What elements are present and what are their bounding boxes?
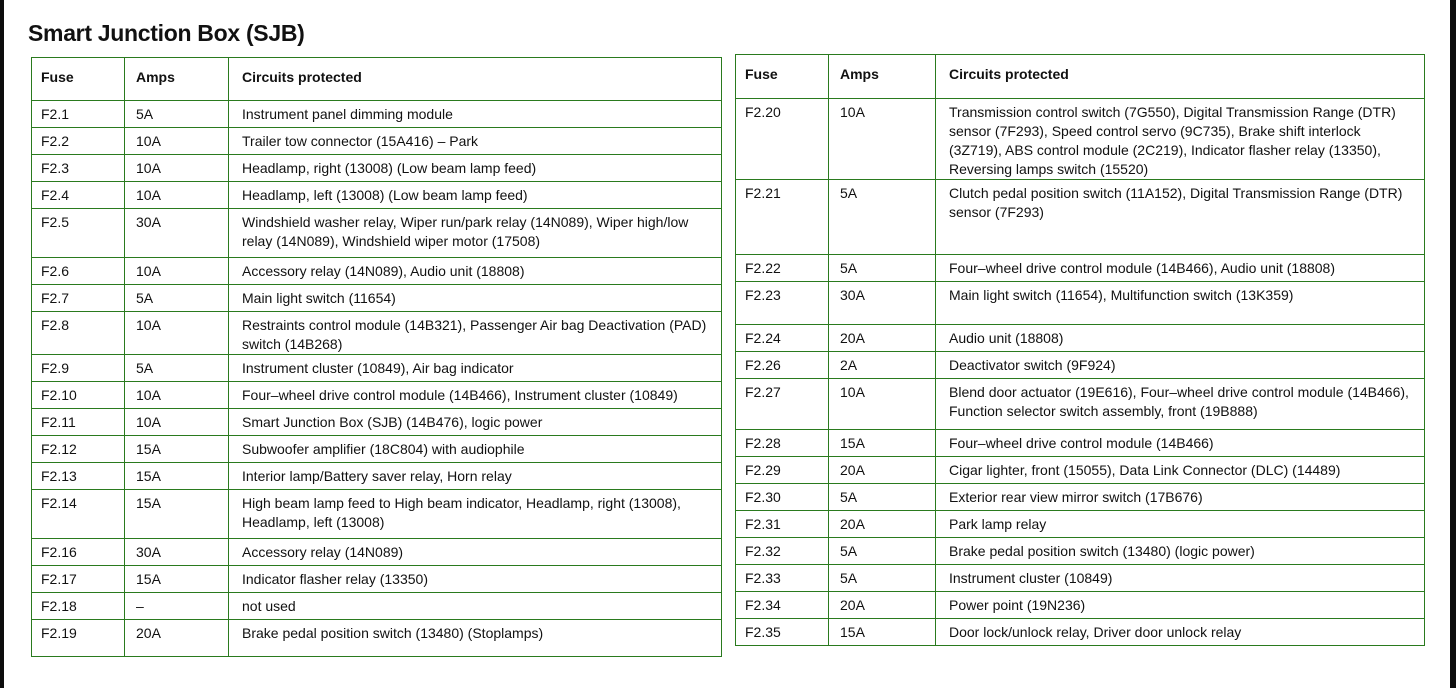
circuit-cell: Power point (19N236) [936, 592, 1425, 619]
fuse-cell: F2.21 [736, 180, 829, 255]
table-row [32, 355, 722, 382]
table-header-row [32, 58, 722, 101]
circuit-cell: Interior lamp/Battery saver relay, Horn relay [229, 463, 722, 490]
circuit-cell: Instrument cluster (10849), Air bag indicator [229, 355, 722, 382]
fuse-cell: F2.26 [736, 352, 829, 379]
circuit-cell: Brake pedal position switch (13480) (Stoplamps) [229, 620, 722, 657]
fuse-cell: F2.14 [32, 490, 125, 539]
fuse-cell: F2.22 [736, 255, 829, 282]
fuse-cell: F2.7 [32, 285, 125, 312]
amps-cell: 10A [829, 99, 936, 180]
header-amps: Amps [125, 58, 229, 101]
fuse-cell: F2.30 [736, 484, 829, 511]
table-row [736, 99, 1425, 180]
table-row [32, 539, 722, 566]
fuse-cell: F2.1 [32, 101, 125, 128]
circuit-cell: High beam lamp feed to High beam indicator, Headlamp, right (13008), Headlamp, left (13008) [229, 490, 722, 539]
circuit-cell: Audio unit (18808) [936, 325, 1425, 352]
table-row [32, 285, 722, 312]
header-fuse: Fuse [736, 55, 829, 99]
amps-cell: 5A [829, 565, 936, 592]
table-row [32, 209, 722, 258]
amps-cell: 5A [829, 538, 936, 565]
amps-cell: 20A [829, 325, 936, 352]
amps-cell: 30A [125, 539, 229, 566]
amps-cell: – [125, 593, 229, 620]
fuse-table-left [31, 57, 722, 657]
table-row [736, 430, 1425, 457]
table-row [736, 484, 1425, 511]
amps-cell: 15A [829, 430, 936, 457]
fuse-table-left-body [32, 101, 722, 657]
amps-cell: 5A [829, 484, 936, 511]
amps-cell: 20A [125, 620, 229, 657]
circuit-cell: Park lamp relay [936, 511, 1425, 538]
header-circuits: Circuits protected [936, 55, 1425, 99]
amps-cell: 5A [829, 255, 936, 282]
circuit-cell: Headlamp, right (13008) (Low beam lamp feed) [229, 155, 722, 182]
circuit-cell: Brake pedal position switch (13480) (logic power) [936, 538, 1425, 565]
amps-cell: 10A [829, 379, 936, 430]
table-row [736, 379, 1425, 430]
table-row [32, 101, 722, 128]
amps-cell: 20A [829, 511, 936, 538]
amps-cell: 10A [125, 409, 229, 436]
amps-cell: 15A [829, 619, 936, 646]
circuit-cell: Four–wheel drive control module (14B466), Audio unit (18808) [936, 255, 1425, 282]
table-row [736, 352, 1425, 379]
table-row [32, 593, 722, 620]
fuse-cell: F2.10 [32, 382, 125, 409]
fuse-table-right-body [736, 99, 1425, 646]
circuit-cell: Clutch pedal position switch (11A152), Digital Transmission Range (DTR) sensor (7F293) [936, 180, 1425, 255]
fuse-cell: F2.29 [736, 457, 829, 484]
table-row [736, 282, 1425, 325]
fuse-cell: F2.12 [32, 436, 125, 463]
circuit-cell: Four–wheel drive control module (14B466), Instrument cluster (10849) [229, 382, 722, 409]
amps-cell: 20A [829, 457, 936, 484]
table-row [32, 382, 722, 409]
table-row [736, 592, 1425, 619]
circuit-cell: Blend door actuator (19E616), Four–wheel drive control module (14B466), Function selector switch assembly, front (19B888) [936, 379, 1425, 430]
circuit-cell: Indicator flasher relay (13350) [229, 566, 722, 593]
table-row [32, 566, 722, 593]
circuit-cell: Main light switch (11654), Multifunction switch (13K359) [936, 282, 1425, 325]
circuit-cell: Accessory relay (14N089) [229, 539, 722, 566]
circuit-cell: Subwoofer amplifier (18C804) with audiophile [229, 436, 722, 463]
circuit-cell: Four–wheel drive control module (14B466) [936, 430, 1425, 457]
scan-edge-right [1450, 0, 1456, 688]
fuse-cell: F2.18 [32, 593, 125, 620]
amps-cell: 15A [125, 566, 229, 593]
circuit-cell: Instrument cluster (10849) [936, 565, 1425, 592]
amps-cell: 15A [125, 490, 229, 539]
table-row [32, 128, 722, 155]
amps-cell: 15A [125, 436, 229, 463]
table-row [736, 511, 1425, 538]
fuse-cell: F2.3 [32, 155, 125, 182]
fuse-cell: F2.6 [32, 258, 125, 285]
fuse-cell: F2.13 [32, 463, 125, 490]
table-row [32, 463, 722, 490]
circuit-cell: Main light switch (11654) [229, 285, 722, 312]
fuse-cell: F2.32 [736, 538, 829, 565]
table-row [32, 155, 722, 182]
table-row [736, 325, 1425, 352]
circuit-cell: Deactivator switch (9F924) [936, 352, 1425, 379]
scan-edge-left [0, 0, 4, 688]
table-row [32, 182, 722, 209]
table-row [32, 409, 722, 436]
amps-cell: 5A [125, 355, 229, 382]
fuse-cell: F2.27 [736, 379, 829, 430]
fuse-table-right [735, 54, 1425, 646]
table-row [32, 490, 722, 539]
amps-cell: 10A [125, 128, 229, 155]
fuse-cell: F2.24 [736, 325, 829, 352]
fuse-cell: F2.33 [736, 565, 829, 592]
amps-cell: 20A [829, 592, 936, 619]
amps-cell: 2A [829, 352, 936, 379]
fuse-cell: F2.31 [736, 511, 829, 538]
circuit-cell: Smart Junction Box (SJB) (14B476), logic power [229, 409, 722, 436]
fuse-cell: F2.2 [32, 128, 125, 155]
table-row [736, 538, 1425, 565]
fuse-cell: F2.28 [736, 430, 829, 457]
table-row [32, 312, 722, 355]
circuit-cell: Trailer tow connector (15A416) – Park [229, 128, 722, 155]
header-circuits: Circuits protected [229, 58, 722, 101]
fuse-cell: F2.11 [32, 409, 125, 436]
fuse-cell: F2.23 [736, 282, 829, 325]
circuit-cell: Exterior rear view mirror switch (17B676) [936, 484, 1425, 511]
amps-cell: 5A [125, 101, 229, 128]
fuse-cell: F2.4 [32, 182, 125, 209]
amps-cell: 10A [125, 312, 229, 355]
circuit-cell: not used [229, 593, 722, 620]
table-row [736, 619, 1425, 646]
amps-cell: 5A [125, 285, 229, 312]
amps-cell: 5A [829, 180, 936, 255]
circuit-cell: Accessory relay (14N089), Audio unit (18808) [229, 258, 722, 285]
table-row [32, 620, 722, 657]
circuit-cell: Instrument panel dimming module [229, 101, 722, 128]
page-title: Smart Junction Box (SJB) [28, 20, 305, 46]
amps-cell: 10A [125, 382, 229, 409]
fuse-cell: F2.34 [736, 592, 829, 619]
table-row [736, 255, 1425, 282]
amps-cell: 10A [125, 258, 229, 285]
amps-cell: 30A [125, 209, 229, 258]
header-amps: Amps [829, 55, 936, 99]
table-row [736, 565, 1425, 592]
table-row [736, 180, 1425, 255]
fuse-cell: F2.35 [736, 619, 829, 646]
circuit-cell: Cigar lighter, front (15055), Data Link Connector (DLC) (14489) [936, 457, 1425, 484]
fuse-cell: F2.9 [32, 355, 125, 382]
circuit-cell: Restraints control module (14B321), Passenger Air bag Deactivation (PAD) switch (14B268) [229, 312, 722, 355]
fuse-cell: F2.8 [32, 312, 125, 355]
table-row [32, 258, 722, 285]
fuse-cell: F2.5 [32, 209, 125, 258]
circuit-cell: Windshield washer relay, Wiper run/park relay (14N089), Wiper high/low relay (14N089), Windshield wiper motor (17508) [229, 209, 722, 258]
amps-cell: 10A [125, 155, 229, 182]
amps-cell: 10A [125, 182, 229, 209]
circuit-cell: Transmission control switch (7G550), Digital Transmission Range (DTR) sensor (7F293), Speed control servo (9C735), Brake shift interlock (3Z719), ABS control module (2C219), Indicator flasher relay (13350), Reversing lamps switch (15520) [936, 99, 1425, 180]
fuse-cell: F2.19 [32, 620, 125, 657]
table-row [736, 457, 1425, 484]
circuit-cell: Door lock/unlock relay, Driver door unlock relay [936, 619, 1425, 646]
amps-cell: 15A [125, 463, 229, 490]
table-row [32, 436, 722, 463]
fuse-cell: F2.17 [32, 566, 125, 593]
header-fuse: Fuse [32, 58, 125, 101]
amps-cell: 30A [829, 282, 936, 325]
fuse-cell: F2.20 [736, 99, 829, 180]
circuit-cell: Headlamp, left (13008) (Low beam lamp feed) [229, 182, 722, 209]
fuse-cell: F2.16 [32, 539, 125, 566]
table-header-row [736, 55, 1425, 99]
